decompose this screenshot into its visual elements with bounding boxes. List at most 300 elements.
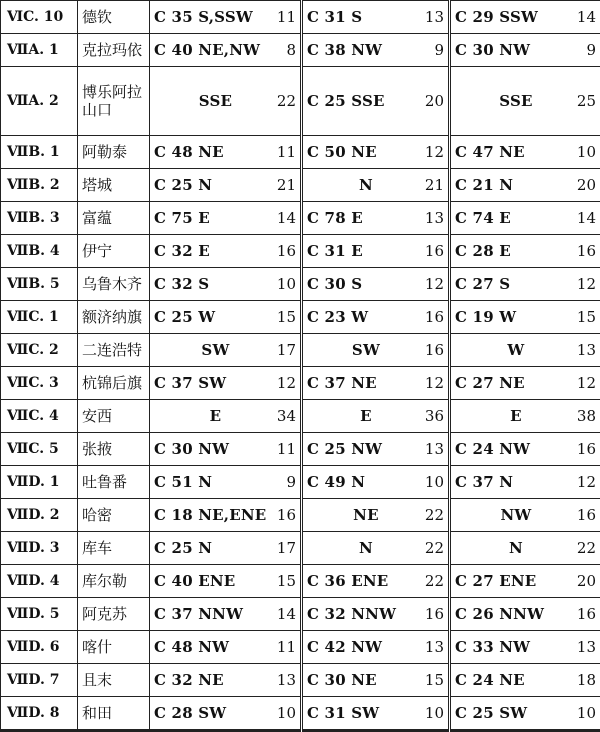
wind-cell-content xyxy=(307,539,444,557)
wind-direction: C 33 NW xyxy=(455,638,530,656)
wind-direction: SSE xyxy=(455,92,577,110)
wind-cell-content xyxy=(307,308,444,326)
wind-cell-1 xyxy=(150,532,302,565)
wind-cell-content xyxy=(154,341,296,359)
wind-frequency: 21 xyxy=(425,176,444,194)
zone-code-cell: ⅦA. 2 xyxy=(1,67,78,136)
wind-cell-2 xyxy=(302,169,450,202)
wind-direction: C 27 ENE xyxy=(455,572,536,590)
wind-cell-1 xyxy=(150,565,302,598)
wind-cell-3 xyxy=(450,136,600,169)
zone-code-cell: ⅦB. 1 xyxy=(1,136,78,169)
wind-cell-content xyxy=(154,143,296,161)
wind-cell-content xyxy=(455,308,596,326)
wind-direction: C 32 NNW xyxy=(307,605,396,623)
wind-direction: NW xyxy=(455,506,577,524)
zone-code-cell: ⅦB. 5 xyxy=(1,268,78,301)
wind-cell-1 xyxy=(150,367,302,400)
wind-cell-1 xyxy=(150,67,302,136)
wind-direction: C 28 E xyxy=(455,242,511,260)
wind-frequency: 22 xyxy=(277,92,296,110)
wind-direction: C 29 SSW xyxy=(455,8,538,26)
wind-cell-content xyxy=(455,41,596,59)
table-row xyxy=(1,433,600,466)
wind-frequency: 16 xyxy=(277,242,296,260)
wind-cell-1 xyxy=(150,433,302,466)
wind-direction: C 48 NW xyxy=(154,638,229,656)
wind-cell-content xyxy=(455,92,596,110)
wind-cell-content xyxy=(154,704,296,722)
station-name-cell: 塔城 xyxy=(78,169,150,202)
wind-cell-2 xyxy=(302,136,450,169)
zone-code-cell: ⅦC. 2 xyxy=(1,334,78,367)
station-name-cell: 哈密 xyxy=(78,499,150,532)
table-row xyxy=(1,532,600,565)
wind-cell-content xyxy=(455,539,596,557)
wind-cell-1 xyxy=(150,499,302,532)
wind-frequency: 16 xyxy=(425,605,444,623)
station-name-cell: 博乐阿拉山口 xyxy=(78,67,150,136)
station-name-cell: 喀什 xyxy=(78,631,150,664)
wind-frequency: 22 xyxy=(425,572,444,590)
wind-direction: C 37 NE xyxy=(307,374,377,392)
zone-code-cell: ⅦD. 5 xyxy=(1,598,78,631)
wind-cell-2 xyxy=(302,532,450,565)
wind-direction: E xyxy=(455,407,577,425)
wind-frequency: 9 xyxy=(578,41,596,59)
wind-direction: E xyxy=(307,407,425,425)
wind-cell-3 xyxy=(450,697,600,731)
wind-cell-1 xyxy=(150,400,302,433)
table-row xyxy=(1,367,600,400)
wind-direction: NE xyxy=(307,506,425,524)
wind-direction: C 32 E xyxy=(154,242,210,260)
wind-direction: C 21 N xyxy=(455,176,513,194)
wind-frequency: 17 xyxy=(277,341,296,359)
table-row xyxy=(1,565,600,598)
wind-cell-2 xyxy=(302,697,450,731)
wind-cell-content xyxy=(154,176,296,194)
wind-cell-2 xyxy=(302,400,450,433)
wind-direction: C 37 NNW xyxy=(154,605,243,623)
wind-cell-content xyxy=(455,605,596,623)
wind-cell-3 xyxy=(450,367,600,400)
zone-code-cell: ⅦC. 4 xyxy=(1,400,78,433)
table-row xyxy=(1,34,600,67)
wind-cell-2 xyxy=(302,34,450,67)
wind-direction: SW xyxy=(154,341,277,359)
station-name-cell: 吐鲁番 xyxy=(78,466,150,499)
wind-cell-2 xyxy=(302,1,450,34)
wind-frequency: 16 xyxy=(425,242,444,260)
wind-cell-content xyxy=(154,275,296,293)
wind-direction: C 23 W xyxy=(307,308,368,326)
wind-cell-1 xyxy=(150,466,302,499)
wind-cell-content xyxy=(154,407,296,425)
wind-cell-content xyxy=(154,506,296,524)
wind-cell-content xyxy=(154,308,296,326)
table-row xyxy=(1,268,600,301)
wind-direction: C 38 NW xyxy=(307,41,382,59)
wind-cell-3 xyxy=(450,466,600,499)
table-row xyxy=(1,400,600,433)
station-name-cell: 克拉玛依 xyxy=(78,34,150,67)
wind-cell-2 xyxy=(302,433,450,466)
wind-frequency: 22 xyxy=(425,506,444,524)
wind-cell-content xyxy=(307,440,444,458)
wind-direction: C 75 E xyxy=(154,209,210,227)
wind-direction: C 48 NE xyxy=(154,143,224,161)
table-row xyxy=(1,169,600,202)
wind-cell-content xyxy=(154,242,296,260)
wind-cell-3 xyxy=(450,598,600,631)
wind-frequency: 14 xyxy=(277,209,296,227)
zone-code-cell: ⅦD. 7 xyxy=(1,664,78,697)
zone-code-cell: ⅦB. 2 xyxy=(1,169,78,202)
wind-cell-3 xyxy=(450,631,600,664)
wind-cell-content xyxy=(307,605,444,623)
wind-frequency: 9 xyxy=(278,473,296,491)
wind-cell-content xyxy=(307,704,444,722)
wind-frequency: 13 xyxy=(425,440,444,458)
wind-cell-3 xyxy=(450,34,600,67)
station-name-cell: 张掖 xyxy=(78,433,150,466)
wind-cell-content xyxy=(455,473,596,491)
wind-cell-2 xyxy=(302,268,450,301)
wind-cell-content xyxy=(154,605,296,623)
wind-cell-content xyxy=(455,242,596,260)
wind-frequency: 16 xyxy=(577,605,596,623)
wind-cell-content xyxy=(455,638,596,656)
wind-cell-content xyxy=(307,407,444,425)
wind-frequency: 12 xyxy=(277,374,296,392)
wind-cell-1 xyxy=(150,631,302,664)
wind-frequency: 17 xyxy=(277,539,296,557)
station-name-cell: 安西 xyxy=(78,400,150,433)
wind-cell-content xyxy=(307,176,444,194)
table-row xyxy=(1,334,600,367)
wind-frequency: 15 xyxy=(277,572,296,590)
wind-cell-1 xyxy=(150,1,302,34)
wind-cell-1 xyxy=(150,697,302,731)
wind-frequency: 21 xyxy=(277,176,296,194)
wind-direction: C 25 SW xyxy=(455,704,527,722)
zone-code-cell: ⅦD. 6 xyxy=(1,631,78,664)
zone-code-cell: ⅦD. 8 xyxy=(1,697,78,731)
wind-cell-content xyxy=(455,209,596,227)
wind-cell-content xyxy=(307,209,444,227)
table-row xyxy=(1,631,600,664)
wind-direction: SW xyxy=(307,341,425,359)
wind-cell-1 xyxy=(150,268,302,301)
wind-cell-content xyxy=(307,572,444,590)
wind-frequency: 13 xyxy=(425,8,444,26)
station-name-cell: 德钦 xyxy=(78,1,150,34)
wind-frequency: 12 xyxy=(425,275,444,293)
wind-cell-content xyxy=(455,407,596,425)
station-name-cell: 杭锦后旗 xyxy=(78,367,150,400)
table-row xyxy=(1,466,600,499)
wind-direction: C 35 S,SSW xyxy=(154,8,253,26)
wind-direction: C 37 N xyxy=(455,473,513,491)
station-name-cell: 伊宁 xyxy=(78,235,150,268)
wind-frequency: 11 xyxy=(277,440,296,458)
wind-frequency: 11 xyxy=(277,8,296,26)
wind-frequency: 15 xyxy=(425,671,444,689)
station-name-cell: 阿克苏 xyxy=(78,598,150,631)
wind-direction: N xyxy=(307,539,425,557)
wind-direction: C 25 N xyxy=(154,539,212,557)
wind-cell-content xyxy=(154,8,296,26)
wind-frequency: 13 xyxy=(577,638,596,656)
table-body xyxy=(1,1,600,731)
wind-frequency: 12 xyxy=(577,473,596,491)
wind-frequency: 10 xyxy=(277,275,296,293)
wind-cell-content xyxy=(307,638,444,656)
station-name-cell: 且末 xyxy=(78,664,150,697)
wind-cell-3 xyxy=(450,67,600,136)
wind-direction: C 32 S xyxy=(154,275,209,293)
zone-code-cell: ⅦD. 1 xyxy=(1,466,78,499)
station-name-cell: 阿勒泰 xyxy=(78,136,150,169)
wind-direction: C 19 W xyxy=(455,308,516,326)
wind-cell-content xyxy=(307,143,444,161)
wind-direction: W xyxy=(455,341,577,359)
wind-direction: C 32 NE xyxy=(154,671,224,689)
wind-cell-content xyxy=(455,704,596,722)
wind-direction: C 25 W xyxy=(154,308,215,326)
wind-direction: SSE xyxy=(154,92,277,110)
zone-code-cell: ⅦA. 1 xyxy=(1,34,78,67)
table-row xyxy=(1,301,600,334)
wind-cell-content xyxy=(154,572,296,590)
wind-direction: C 40 ENE xyxy=(154,572,235,590)
wind-frequency: 8 xyxy=(278,41,296,59)
wind-direction: C 47 NE xyxy=(455,143,525,161)
wind-cell-2 xyxy=(302,235,450,268)
wind-cell-2 xyxy=(302,598,450,631)
wind-cell-content xyxy=(455,374,596,392)
wind-frequency: 38 xyxy=(577,407,596,425)
wind-cell-3 xyxy=(450,235,600,268)
wind-cell-content xyxy=(307,506,444,524)
wind-cell-content xyxy=(154,440,296,458)
wind-cell-content xyxy=(455,8,596,26)
wind-cell-2 xyxy=(302,301,450,334)
wind-direction: E xyxy=(154,407,277,425)
wind-cell-content xyxy=(154,539,296,557)
wind-cell-content xyxy=(154,41,296,59)
wind-direction: N xyxy=(455,539,577,557)
wind-cell-content xyxy=(154,473,296,491)
wind-frequency: 11 xyxy=(277,638,296,656)
table-row xyxy=(1,1,600,34)
wind-frequency: 13 xyxy=(425,638,444,656)
wind-cell-1 xyxy=(150,301,302,334)
wind-cell-content xyxy=(307,92,444,110)
zone-code-cell: ⅦC. 5 xyxy=(1,433,78,466)
wind-cell-2 xyxy=(302,202,450,235)
wind-direction: N xyxy=(307,176,425,194)
wind-cell-content xyxy=(455,440,596,458)
wind-cell-1 xyxy=(150,334,302,367)
wind-cell-content xyxy=(307,8,444,26)
zone-code-cell: ⅦB. 4 xyxy=(1,235,78,268)
wind-cell-2 xyxy=(302,631,450,664)
wind-cell-2 xyxy=(302,67,450,136)
wind-cell-2 xyxy=(302,334,450,367)
wind-direction: C 50 NE xyxy=(307,143,377,161)
wind-cell-content xyxy=(455,341,596,359)
wind-frequency: 25 xyxy=(577,92,596,110)
wind-frequency: 16 xyxy=(425,341,444,359)
wind-cell-3 xyxy=(450,433,600,466)
wind-direction: C 30 S xyxy=(307,275,362,293)
wind-cell-2 xyxy=(302,565,450,598)
table-row xyxy=(1,67,600,136)
wind-frequency: 12 xyxy=(577,374,596,392)
station-name-cell: 库尔勒 xyxy=(78,565,150,598)
zone-code-cell: ⅥC. 10 xyxy=(1,1,78,34)
wind-cell-3 xyxy=(450,202,600,235)
wind-cell-content xyxy=(307,671,444,689)
wind-direction: C 25 SSE xyxy=(307,92,385,110)
wind-cell-content xyxy=(154,638,296,656)
wind-frequency: 10 xyxy=(425,473,444,491)
wind-direction: C 24 NE xyxy=(455,671,525,689)
wind-frequency: 12 xyxy=(425,143,444,161)
wind-cell-3 xyxy=(450,334,600,367)
wind-cell-content xyxy=(455,572,596,590)
wind-cell-1 xyxy=(150,202,302,235)
zone-code-cell: ⅦC. 1 xyxy=(1,301,78,334)
wind-frequency: 16 xyxy=(425,308,444,326)
wind-cell-content xyxy=(307,242,444,260)
wind-cell-1 xyxy=(150,136,302,169)
wind-frequency: 16 xyxy=(277,506,296,524)
wind-direction: C 31 S xyxy=(307,8,362,26)
zone-code-cell: ⅦD. 2 xyxy=(1,499,78,532)
wind-frequency: 11 xyxy=(277,143,296,161)
wind-direction: C 25 N xyxy=(154,176,212,194)
wind-cell-content xyxy=(154,209,296,227)
wind-frequency: 22 xyxy=(577,539,596,557)
wind-frequency: 9 xyxy=(426,41,444,59)
zone-code-cell: ⅦC. 3 xyxy=(1,367,78,400)
wind-cell-content xyxy=(307,275,444,293)
station-name-cell: 库车 xyxy=(78,532,150,565)
wind-cell-1 xyxy=(150,664,302,697)
wind-cell-3 xyxy=(450,499,600,532)
wind-frequency: 10 xyxy=(577,704,596,722)
wind-cell-3 xyxy=(450,301,600,334)
wind-direction: C 74 E xyxy=(455,209,511,227)
wind-direction: C 78 E xyxy=(307,209,363,227)
wind-frequency: 20 xyxy=(425,92,444,110)
wind-direction: C 27 NE xyxy=(455,374,525,392)
wind-frequency: 15 xyxy=(277,308,296,326)
wind-direction: C 27 S xyxy=(455,275,510,293)
station-name-cell: 和田 xyxy=(78,697,150,731)
wind-cell-2 xyxy=(302,664,450,697)
wind-frequency: 10 xyxy=(577,143,596,161)
wind-frequency: 10 xyxy=(425,704,444,722)
wind-frequency: 14 xyxy=(577,8,596,26)
wind-cell-3 xyxy=(450,169,600,202)
wind-frequency: 34 xyxy=(277,407,296,425)
wind-direction: C 31 SW xyxy=(307,704,379,722)
wind-cell-3 xyxy=(450,532,600,565)
table-row xyxy=(1,598,600,631)
wind-cell-2 xyxy=(302,466,450,499)
wind-frequency: 14 xyxy=(577,209,596,227)
wind-cell-content xyxy=(154,671,296,689)
wind-frequency: 20 xyxy=(577,572,596,590)
wind-frequency: 20 xyxy=(577,176,596,194)
wind-direction: C 30 NW xyxy=(455,41,530,59)
wind-frequency: 22 xyxy=(425,539,444,557)
wind-direction: C 37 SW xyxy=(154,374,226,392)
wind-cell-content xyxy=(154,374,296,392)
wind-cell-3 xyxy=(450,565,600,598)
wind-frequency: 16 xyxy=(577,440,596,458)
wind-cell-content xyxy=(455,176,596,194)
wind-cell-content xyxy=(455,275,596,293)
wind-cell-2 xyxy=(302,499,450,532)
wind-cell-content xyxy=(307,473,444,491)
wind-frequency: 16 xyxy=(577,506,596,524)
wind-direction: C 31 E xyxy=(307,242,363,260)
wind-direction: C 51 N xyxy=(154,473,212,491)
zone-code-cell: ⅦD. 3 xyxy=(1,532,78,565)
wind-direction: C 18 NE,ENE xyxy=(154,506,266,524)
wind-direction: C 25 NW xyxy=(307,440,382,458)
wind-cell-1 xyxy=(150,235,302,268)
wind-direction: C 49 N xyxy=(307,473,365,491)
wind-cell-content xyxy=(307,341,444,359)
station-name-cell: 富蕴 xyxy=(78,202,150,235)
wind-cell-3 xyxy=(450,1,600,34)
wind-direction: C 28 SW xyxy=(154,704,226,722)
wind-frequency: 13 xyxy=(277,671,296,689)
wind-direction: C 30 NW xyxy=(154,440,229,458)
wind-cell-3 xyxy=(450,664,600,697)
wind-cell-content xyxy=(455,143,596,161)
table-row xyxy=(1,235,600,268)
wind-cell-content xyxy=(154,92,296,110)
wind-frequency: 13 xyxy=(577,341,596,359)
table-row xyxy=(1,664,600,697)
wind-cell-1 xyxy=(150,598,302,631)
wind-cell-content xyxy=(307,374,444,392)
wind-direction: C 26 NNW xyxy=(455,605,544,623)
wind-cell-content xyxy=(455,671,596,689)
wind-cell-2 xyxy=(302,367,450,400)
wind-frequency: 16 xyxy=(577,242,596,260)
wind-frequency: 14 xyxy=(277,605,296,623)
station-name-cell: 乌鲁木齐 xyxy=(78,268,150,301)
wind-cell-3 xyxy=(450,268,600,301)
wind-frequency: 18 xyxy=(577,671,596,689)
wind-cell-content xyxy=(307,41,444,59)
station-name-cell: 额济纳旗 xyxy=(78,301,150,334)
table-row xyxy=(1,697,600,731)
wind-frequency: 12 xyxy=(577,275,596,293)
wind-frequency: 15 xyxy=(577,308,596,326)
wind-cell-content xyxy=(455,506,596,524)
station-name-cell: 二连浩特 xyxy=(78,334,150,367)
table-row xyxy=(1,202,600,235)
